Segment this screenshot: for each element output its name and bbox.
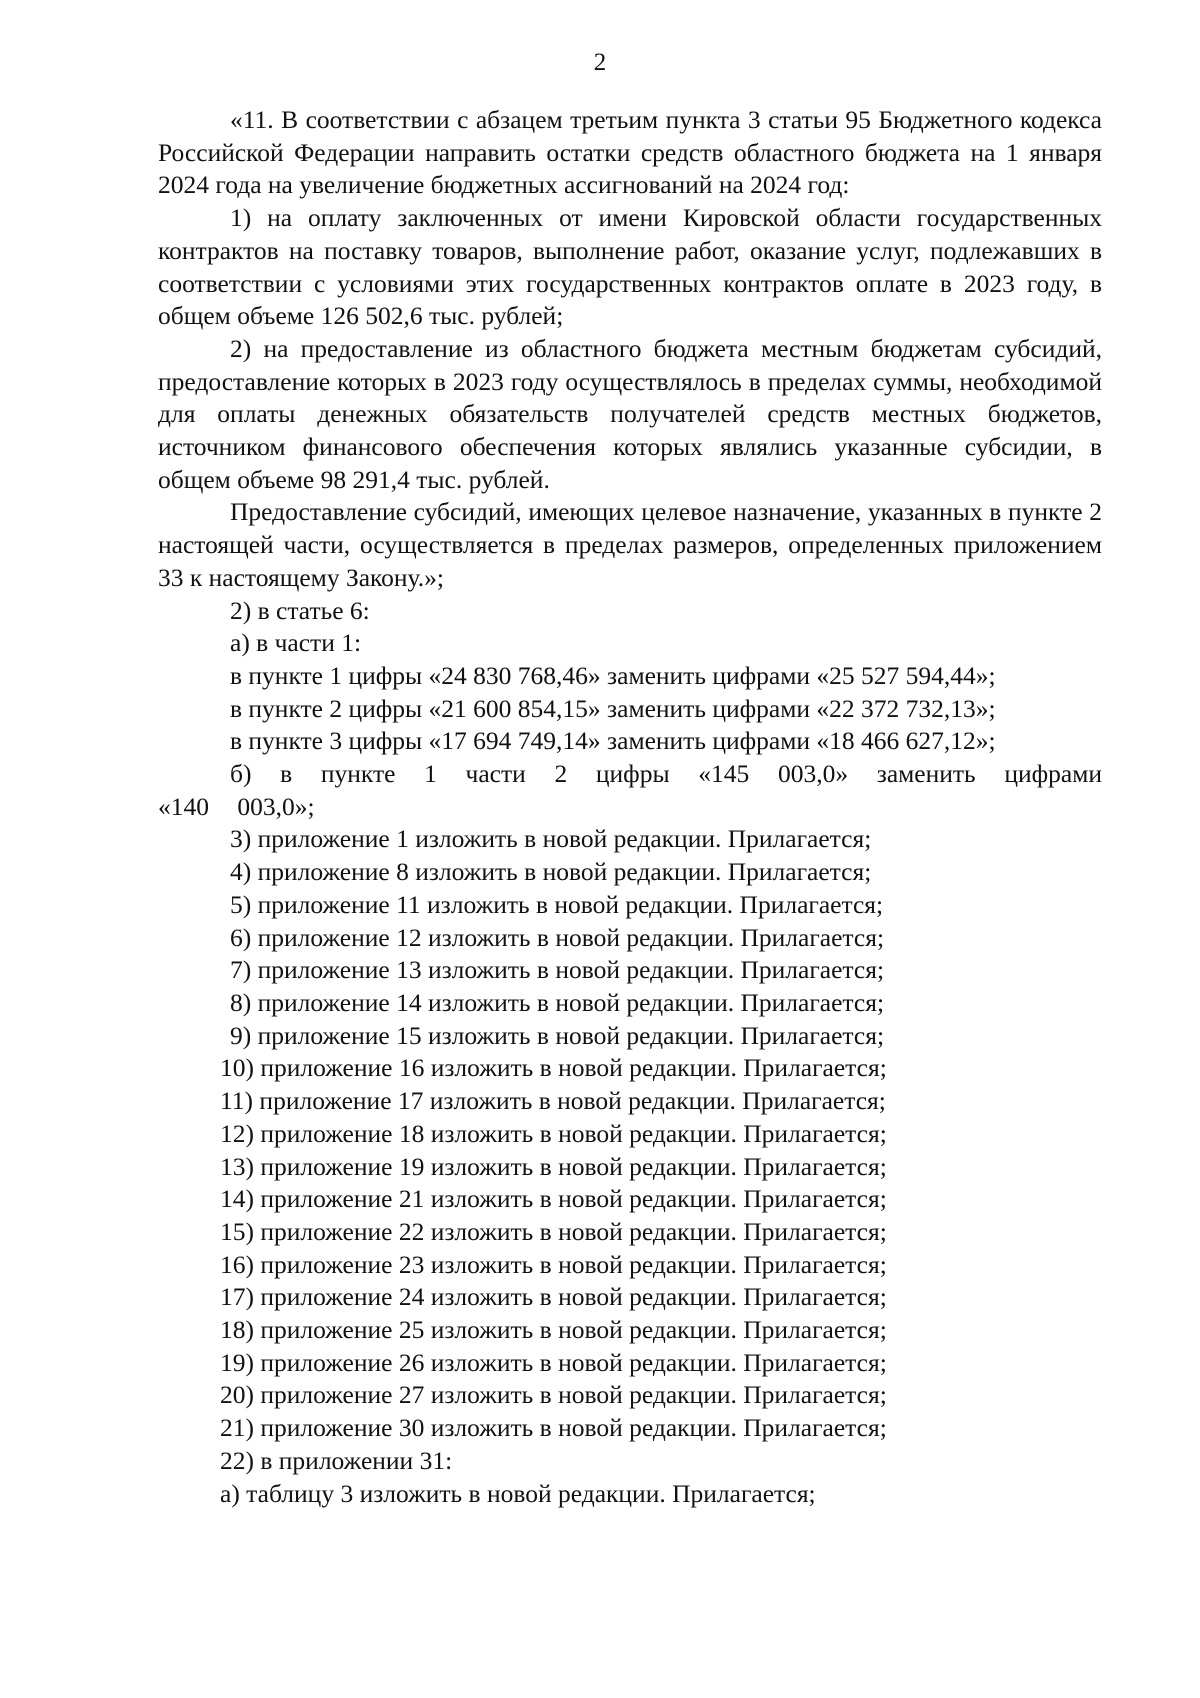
paragraph-part-2: б) в пункте 1 части 2 цифры «145 003,0» заменить цифрами «140 003,0»; xyxy=(158,759,1102,821)
paragraph-point-1: в пункте 1 цифры «24 830 768,46» заменить цифрами «25 527 594,44»; xyxy=(230,660,996,690)
list-item: а) таблицу 3 изложить в новой редакции. Прилагается; xyxy=(220,1478,816,1508)
list-item: 5) приложение 11 изложить в новой редакции. Прилагается; xyxy=(230,889,884,919)
page-number: 2 xyxy=(593,49,607,76)
list-item: 9) приложение 15 изложить в новой редакции. Прилагается; xyxy=(230,1020,885,1050)
list-item: 20) приложение 27 изложить в новой редакции. Прилагается; xyxy=(220,1380,887,1410)
paragraph-part-1: а) в части 1: xyxy=(230,628,362,658)
paragraph-point-3: в пункте 3 цифры «17 694 749,14» заменить цифрами «18 466 627,12»; xyxy=(230,726,996,756)
paragraph-subsidies: Предоставление субсидий, имеющих целевое назначение, указанных в пункте 2 настоящей части, осуществляется в пределах размеров, определенных приложением 33 к настоящему Закону.»; xyxy=(158,497,1102,592)
list-item: 6) приложение 12 изложить в новой редакции. Прилагается; xyxy=(230,922,885,952)
list-item: 12) приложение 18 изложить в новой редакции. Прилагается; xyxy=(220,1118,887,1148)
list-item: 3) приложение 1 изложить в новой редакции. Прилагается; xyxy=(230,824,872,854)
paragraph-article-6: 2) в статье 6: xyxy=(230,595,370,625)
list-item: 19) приложение 26 изложить в новой редакции. Прилагается; xyxy=(220,1347,887,1377)
list-item: 17) приложение 24 изложить в новой редакции. Прилагается; xyxy=(220,1282,887,1312)
list-item: 15) приложение 22 изложить в новой редакции. Прилагается; xyxy=(220,1216,887,1246)
document-body xyxy=(158,104,1102,1510)
list-item: 10) приложение 16 изложить в новой редакции. Прилагается; xyxy=(220,1053,887,1083)
list-item: 16) приложение 23 изложить в новой редакции. Прилагается; xyxy=(220,1249,887,1279)
paragraph-item-2: 2) на предоставление из областного бюджета местным бюджетам субсидий, предоставление которых в 2023 году осуществлялось в пределах суммы, необходимой для оплаты денежных обязательств получателей средств местных бюджетов, источником финансового обеспечения которых являлись указанные субсидии, в общем объеме 98 291,4 тыс. рублей. xyxy=(158,333,1102,494)
list-item: 21) приложение 30 изложить в новой редакции. Прилагается; xyxy=(220,1413,887,1443)
list-item: 14) приложение 21 изложить в новой редакции. Прилагается; xyxy=(220,1184,887,1214)
list-item: 13) приложение 19 изложить в новой редакции. Прилагается; xyxy=(220,1151,887,1181)
paragraph-point-2: в пункте 2 цифры «21 600 854,15» заменить цифрами «22 372 732,13»; xyxy=(230,693,996,723)
list-item: 8) приложение 14 изложить в новой редакции. Прилагается; xyxy=(230,987,885,1017)
list-item: 18) приложение 25 изложить в новой редакции. Прилагается; xyxy=(220,1315,887,1345)
paragraph-article-11: «11. В соответствии с абзацем третьим пункта 3 статьи 95 Бюджетного кодекса Российской Федерации направить остатки средств областного бюджета на 1 января 2024 года на увеличение бюджетных ассигнований на 2024 год: xyxy=(158,105,1102,200)
list-item: 4) приложение 8 изложить в новой редакции. Прилагается; xyxy=(230,857,872,887)
paragraph-item-1: 1) на оплату заключенных от имени Кировской области государственных контрактов на поставку товаров, выполнение работ, оказание услуг, подлежавших в соответствии с условиями этих государственных контрактов оплате в 2023 году, в общем объеме 126 502,6 тыс. рублей; xyxy=(158,203,1102,331)
list-item: 22) в приложении 31: xyxy=(220,1445,453,1475)
list-item: 11) приложение 17 изложить в новой редакции. Прилагается; xyxy=(220,1086,886,1116)
list-item: 7) приложение 13 изложить в новой редакции. Прилагается; xyxy=(230,955,885,985)
